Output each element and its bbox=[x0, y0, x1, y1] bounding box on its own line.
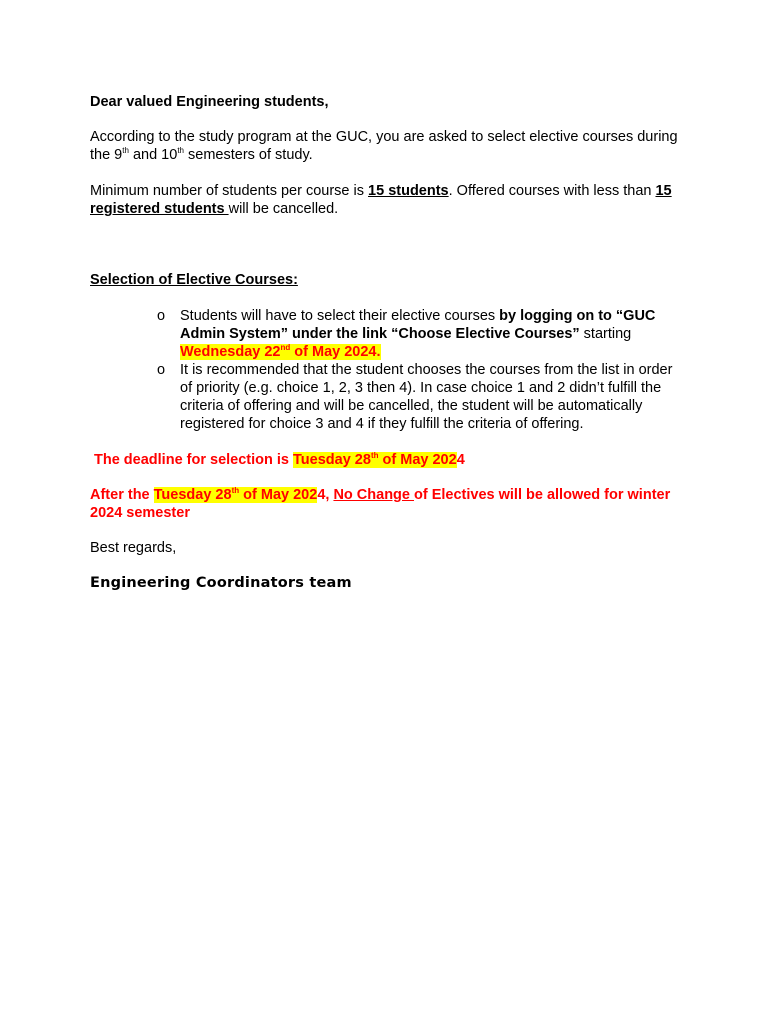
deadline-prefix: The deadline for selection is bbox=[94, 452, 294, 468]
instructions-list bbox=[90, 307, 678, 433]
deadline-date-highlight bbox=[293, 452, 457, 468]
start-date-superscript: nd bbox=[280, 343, 291, 352]
section-heading: Selection of Elective Courses: bbox=[90, 272, 298, 288]
study-program-paragraph bbox=[90, 128, 690, 164]
after-suffix: of Electives will be allowed for winter 2024 semester bbox=[90, 487, 671, 521]
start-date-day: Wednesday 22 bbox=[180, 344, 281, 360]
para1-text-2: and 10 bbox=[128, 147, 178, 163]
list-item bbox=[157, 361, 678, 433]
signature-team: Engineering Coordinators team bbox=[90, 575, 352, 591]
bullet1-text-2: starting bbox=[579, 326, 632, 342]
bullet1-start-date bbox=[180, 344, 381, 360]
after-date-superscript: th bbox=[231, 486, 240, 495]
para1-text-1: According to the study program at the GUC, you are asked to select elective courses during the 9 bbox=[90, 129, 678, 163]
after-date-day: Tuesday 28 bbox=[153, 487, 232, 503]
closing-regards: Best regards, bbox=[90, 540, 177, 556]
after-prefix: After the bbox=[90, 487, 154, 503]
min-students-count: 15 students bbox=[368, 183, 449, 199]
bullet2-text: It is recommended that the student chooses the courses from the list in order of priority (e.g. choice 1, 2, 3 then 4). In case choice 1 and 2 didn’t fulfill the criteria of offering and will be cancelled, the student will be automatically registered for choice 3 and 4 if they fulfill the criteria of offering. bbox=[180, 362, 673, 432]
after-date-month: of May 202 bbox=[239, 487, 318, 503]
bullet-marker: o bbox=[157, 308, 166, 324]
bullet-marker: o bbox=[157, 362, 166, 378]
no-change-notice bbox=[90, 486, 690, 522]
start-date-month: of May 2024. bbox=[290, 344, 381, 360]
after-mid: 4, bbox=[317, 487, 334, 503]
deadline-notice bbox=[90, 451, 690, 469]
para1-superscript-1: th bbox=[122, 146, 129, 155]
bullet1-bold: by logging on to “GUC Admin System” under the link “Choose Elective Courses” bbox=[180, 308, 656, 342]
para2-text-1: Minimum number of students per course is bbox=[90, 183, 369, 199]
deadline-date-superscript: th bbox=[370, 451, 379, 460]
greeting: Dear valued Engineering students, bbox=[90, 94, 329, 110]
minimum-students-paragraph bbox=[90, 182, 690, 218]
registered-students-count: 15 registered students bbox=[90, 183, 672, 217]
para1-text-3: semesters of study. bbox=[183, 147, 313, 163]
bullet1-text-1: Students will have to select their elective courses bbox=[180, 308, 500, 324]
para2-text-3: will be cancelled. bbox=[228, 201, 339, 217]
deadline-date-month: of May 202 bbox=[378, 452, 457, 468]
deadline-date-day: Tuesday 28 bbox=[293, 452, 371, 468]
para1-superscript-2: th bbox=[177, 146, 184, 155]
no-change-text: No Change bbox=[333, 487, 414, 503]
para2-text-2: . Offered courses with less than bbox=[448, 183, 656, 199]
list-item bbox=[157, 307, 678, 361]
letter-body bbox=[90, 93, 690, 592]
deadline-suffix: 4 bbox=[456, 452, 465, 468]
after-date-highlight bbox=[154, 487, 318, 503]
